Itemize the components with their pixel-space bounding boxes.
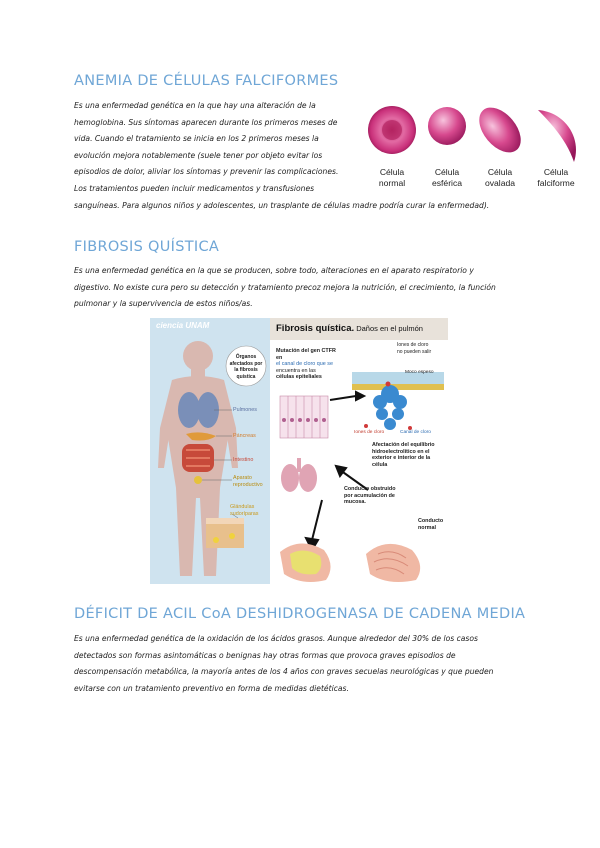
normal-duct-text: Conducto normal (418, 518, 444, 531)
normal-duct-icon (366, 544, 420, 582)
cell-label-sickle: Célula falciforme (537, 167, 575, 188)
organ-label-lungs: Pulmones (233, 407, 257, 413)
organ-label-reproductive: Aparato reproductivo (233, 475, 263, 488)
section-title-cystic-fibrosis: FIBROSIS QUÍSTICA (74, 239, 220, 255)
cell-label-spherical: Célula esférica (431, 167, 463, 188)
balance-text: Afectación del equilibrio hidroelectrolítico en el exterior e interior de la célula (372, 442, 435, 468)
text-line: pulmonar y la supervivencia de estos niños/as. (74, 299, 253, 309)
cell-label-oval: Célula ovalada (484, 167, 516, 188)
organ-label-intestine: Intestino (233, 457, 254, 463)
cell-label-normal: Célula normal (378, 167, 406, 188)
obstructed-duct-text: Conducto obstruido por acumulación de mucosa. (344, 486, 396, 506)
organs-bubble-text: Órganos afectados por la fibrosis quística (229, 354, 263, 380)
text-line: Es una enfermedad genética en la que hay una alteración de la (74, 101, 316, 110)
lungs-icon (281, 458, 317, 492)
blood-cells-illustration (360, 100, 588, 170)
obstructed-duct-icon (280, 543, 331, 582)
text-line: Es una enfermedad genética de la oxidación de los ácidos grasos. Aunque alrededor del 30% de los casos (74, 634, 478, 643)
text-line: descompensación metabólica, la mayoría antes de los 4 años con graves secuelas neurológicas y que pueden (74, 667, 494, 677)
section-text-cystic-fibrosis (74, 263, 534, 313)
channel-label: Canal de cloro (400, 430, 431, 435)
text-line: vida. Cuando el tratamiento se inicia en los 2 primeros meses la (74, 134, 319, 144)
sickle-cell-icon (538, 110, 576, 162)
spherical-cell-icon (428, 107, 466, 145)
text-line: digestivo. No existe cura pero su detección y tratamiento precoz mejora la nutrición, el crecimiento, la función (74, 282, 496, 292)
text-line: hemoglobina. Sus síntomas aparecen durante los primeros meses de (74, 117, 338, 127)
oval-cell-icon (471, 100, 529, 160)
text-line: Los tratamientos pueden incluir medicamentos y transfusiones (74, 183, 315, 193)
text-line: detectados son formas asintomáticas o benignas hay otras formas que provoca graves episodios de (74, 650, 456, 660)
text-line: sanguíneas. Para algunos niños y adolescentes, un trasplante de células madre podría curar la enfermedad). (74, 200, 490, 210)
mucus-label: Moco espeso (405, 370, 434, 375)
text-line: evolución mejora notablemente (suele tener por objeto evitar los (74, 150, 323, 160)
organ-label-pancreas: Páncreas (233, 433, 256, 439)
mutation-text: Mutación del gen CTFR en el canal de cloro que se encuentra en las células epiteliales (276, 348, 336, 381)
infographic-title: Fibrosis quística. Daños en el pulmón (276, 323, 423, 334)
text-line: episodios de dolor, aliviar los síntomas y prevenir las complicaciones. (74, 167, 339, 177)
chloride-channel-icon (373, 385, 407, 430)
text-line: evitarse con un tratamiento preventivo en forma de medidas dietéticas. (74, 683, 349, 693)
ciencia-logo: ciencia UNAM (156, 321, 210, 330)
normal-cell-icon (368, 106, 416, 154)
text-line: Es una enfermedad genética en la que se producen, sobre todo, alteraciones en el aparato respiratorio y (74, 266, 474, 275)
section-title-anemia: ANEMIA DE CÉLULAS FALCIFORMES (74, 73, 339, 89)
chloride-ions-label: Iones de cloro no pueden salir (397, 342, 432, 355)
section-text-mcad (74, 631, 544, 697)
organ-label-sweat-glands: Glándulas sudoríparas (230, 504, 259, 517)
blood-cells-figure (360, 100, 588, 200)
epithelial-cells-icon (280, 396, 328, 438)
ions-label: Iones de cloro (354, 430, 385, 435)
cystic-fibrosis-infographic (150, 318, 448, 584)
section-title-mcad: DÉFICIT DE ACIL CoA DESHIDROGENASA DE CADENA MEDIA (74, 606, 526, 622)
